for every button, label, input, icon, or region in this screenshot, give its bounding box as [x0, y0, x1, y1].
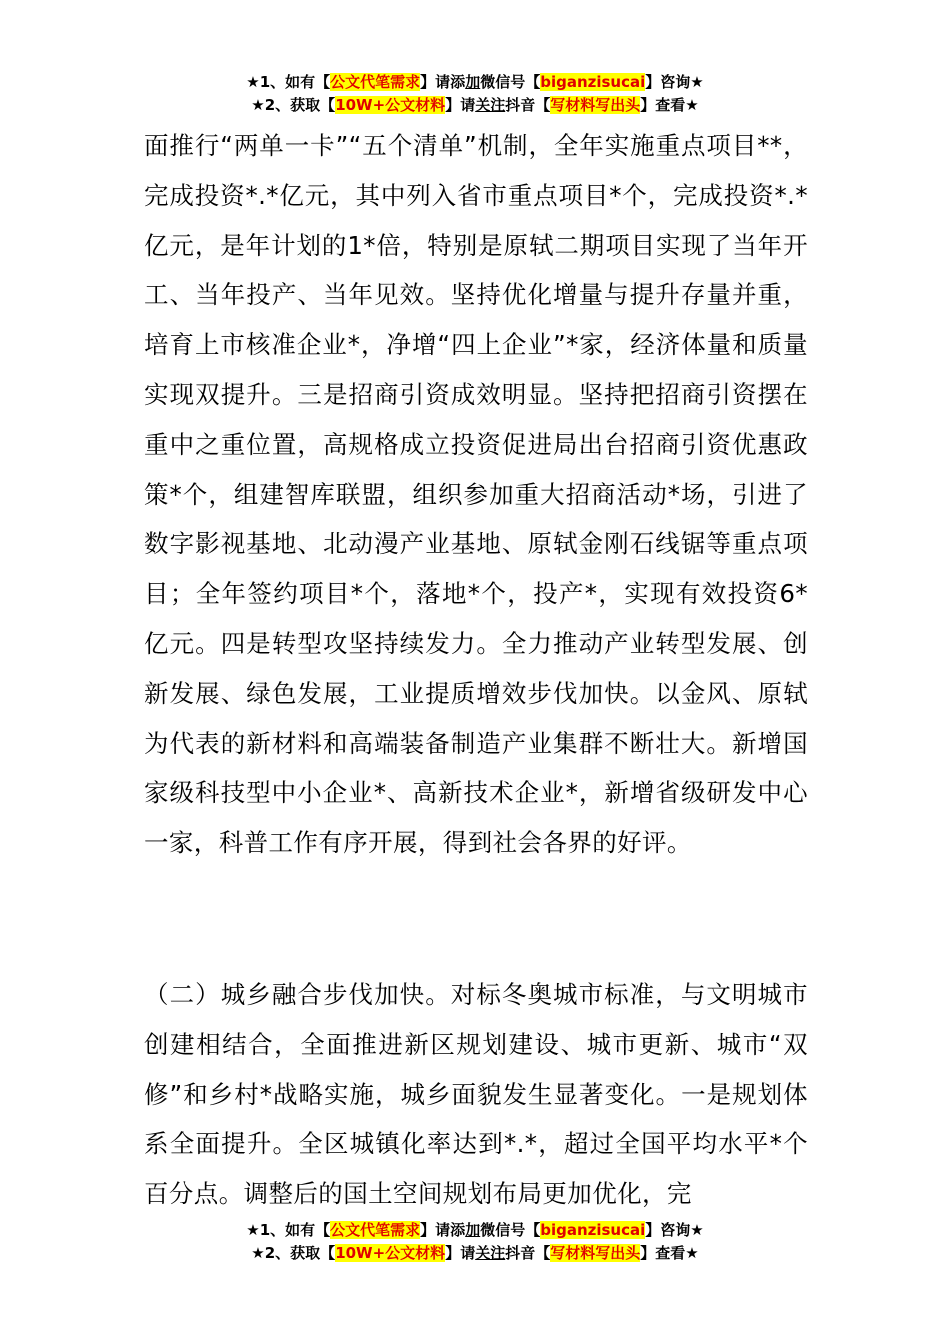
promo-text: 】查看★ [640, 96, 699, 114]
footer-promo-line-2 [0, 1242, 950, 1264]
promo-highlight-materials: 10W+公文材料 [335, 96, 446, 114]
promo-text: 】请 [445, 1244, 476, 1262]
promo-emphasis: 关注 [475, 1244, 506, 1262]
promo-emphasis: 关注 [475, 96, 506, 114]
promo-text: 】咨询★ [645, 1221, 704, 1239]
promo-highlight-service: 公文代笔需求 [330, 73, 421, 91]
promo-emphasis: 加 [465, 73, 481, 91]
promo-text: ★1、如有【 [246, 73, 331, 91]
promo-text: 】请 [445, 96, 476, 114]
promo-highlight-materials: 10W+公文材料 [335, 1244, 446, 1262]
promo-text: 】请添 [420, 73, 466, 91]
footer-promo-line-1 [0, 1219, 950, 1241]
promo-emphasis: 加 [465, 1221, 481, 1239]
promo-highlight-wechat-id: biganzisucai [540, 73, 646, 91]
body-paragraph-1 [144, 121, 808, 868]
promo-highlight-douyin: 写材料写出头 [550, 96, 641, 114]
promo-text: 抖音【 [505, 96, 551, 114]
header-promo-line-1 [0, 71, 950, 93]
promo-text: 】请添 [420, 1221, 466, 1239]
promo-highlight-douyin: 写材料写出头 [550, 1244, 641, 1262]
promo-text: 】咨询★ [645, 73, 704, 91]
paragraph-text: 面推行“两单一卡”“五个清单”机制，全年实施重点项目**，完成投资*.*亿元，其中列入省市重点项目*个，完成投资*.*亿元，是年计划的1*倍，特别是原轼二期项目实现了当年开工、当年投产、当年见效。坚持优化增量与提升存量并重，培育上市核准企业*，净增“四上企业”*家，经济体量和质量实现双提升。三是招商引资成效明显。坚持把招商引资摆在重中之重位置，高规格成立投资促进局出台招商引资优惠政策*个，组建智库联盟，组织参加重大招商活动*场，引进了数字影视基地、北动漫产业基地、原轼金刚石线锯等重点项目；全年签约项目*个，落地*个，投产*，实现有效投资6*亿元。四是转型攻坚持续发力。全力推动产业转型发展、创新发展、绿色发展，工业提质增效步伐加快。以金风、原轼为代表的新材料和高端装备制造产业集群不断壮大。新增国家级科技型中小企业*、高新技术企业*，新增省级研发中心一家，科普工作有序开展，得到社会各界的好评。 [144, 131, 808, 858]
header-promo-line-2 [0, 94, 950, 116]
paragraph-text: （二）城乡融合步伐加快。对标冬奥城市标准，与文明城市创建相结合，全面推进新区规划建设、城市更新、城市“双修”和乡村*战略实施，城乡面貌发生显著变化。一是规划体系全面提升。全区城镇化率达到*.*，超过全国平均水平*个百分点。调整后的国土空间规划布局更加优化，完 [144, 980, 808, 1209]
body-paragraph-2 [144, 970, 808, 1219]
promo-text: 抖音【 [505, 1244, 551, 1262]
promo-text: 微信号【 [480, 1221, 541, 1239]
promo-highlight-service: 公文代笔需求 [330, 1221, 421, 1239]
promo-highlight-wechat-id: biganzisucai [540, 1221, 646, 1239]
promo-text: ★2、获取【 [251, 1244, 336, 1262]
promo-text: ★1、如有【 [246, 1221, 331, 1239]
promo-text: 】查看★ [640, 1244, 699, 1262]
promo-text: ★2、获取【 [251, 96, 336, 114]
promo-text: 微信号【 [480, 73, 541, 91]
